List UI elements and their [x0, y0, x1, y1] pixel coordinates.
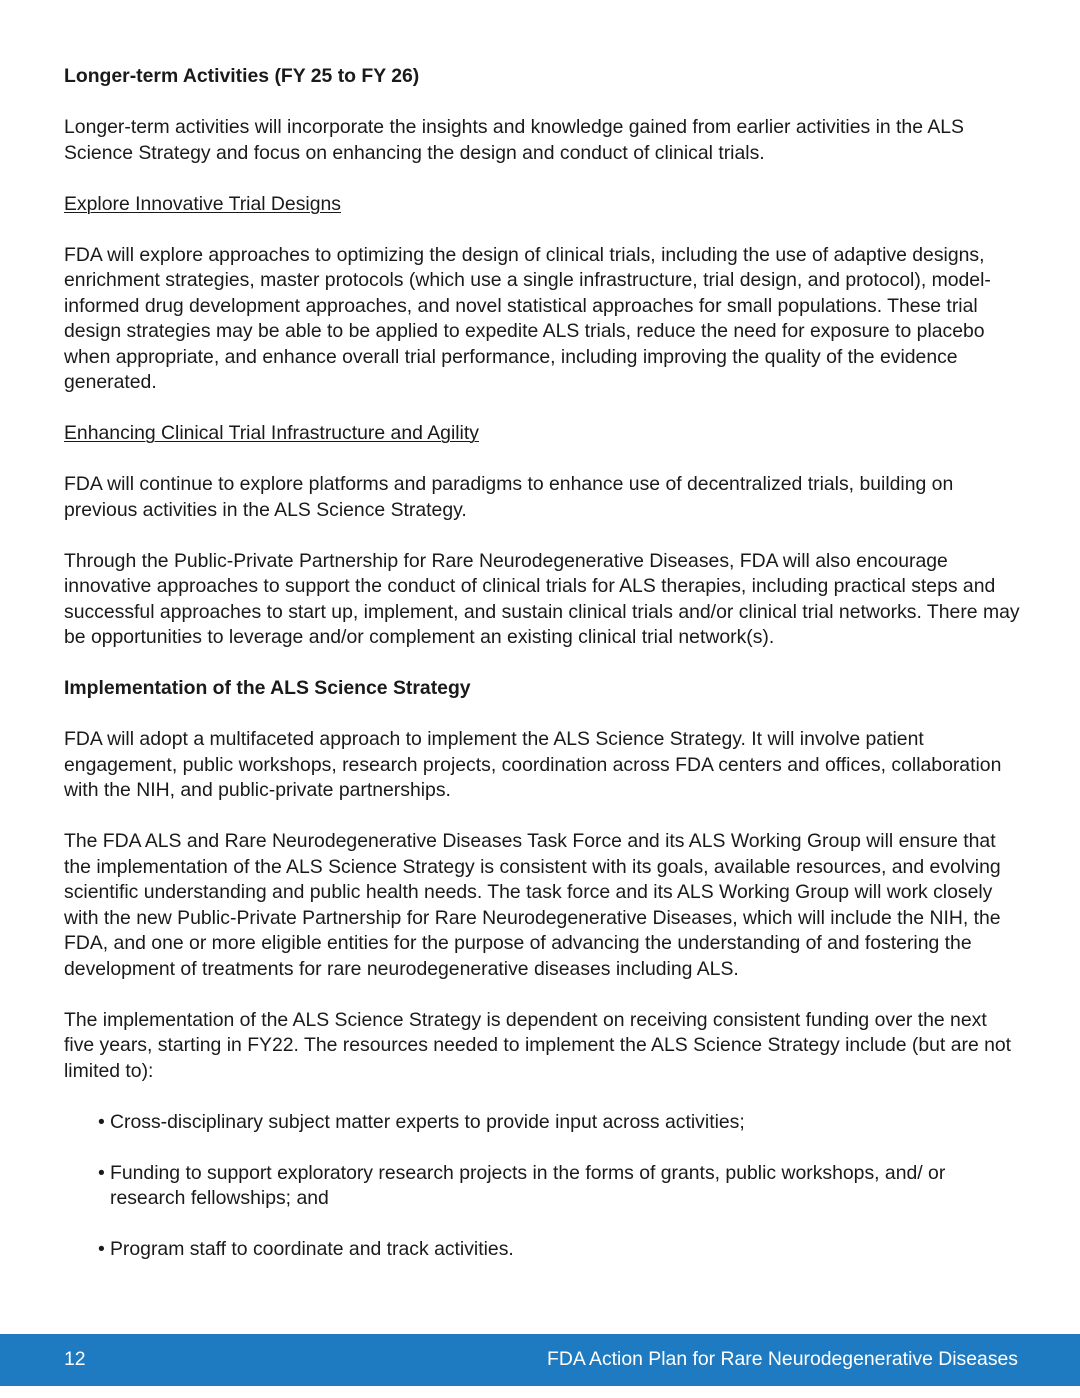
footer-document-title: FDA Action Plan for Rare Neurodegenerative Diseases — [546, 1348, 1018, 1370]
section-heading-implementation: Implementation of the ALS Science Strategy — [64, 677, 471, 699]
implementation-para-1: FDA will adopt a multifaceted approach to implement the ALS Science Strategy. It will involve patient engagement, public workshops, research projects, coordination across FDA centers and offices, collaboration with the NIH, and public-private partnerships. — [64, 728, 1002, 801]
implementation-para-3: The implementation of the ALS Science Strategy is dependent on receiving consistent funding over the next five years, starting in FY22. The resources needed to implement the ALS Science Strategy include (but are not limited to): — [64, 1008, 1012, 1082]
page-number: 12 — [64, 1348, 86, 1370]
bullet-icon: • — [98, 1110, 105, 1133]
partnership-paragraph: Through the Public-Private Partnership for Rare Neurodegenerative Diseases, FDA will also encourage innovative approaches to support the conduct of clinical trials for ALS therapies, including practical steps and successful approaches to start up, implement, and sustain clinical trials and/or clinical trial networks. There may be opportunities to leverage and/or complement an existing clinical trial network(s). — [64, 549, 1020, 648]
enhancing-infrastructure-body: FDA will continue to explore platforms and paradigms to enhance use of decentralized trials, building on previous activities in the ALS Science Strategy. — [64, 473, 954, 521]
bullet-icon: • — [98, 1238, 105, 1260]
bullet-icon: • — [98, 1161, 105, 1184]
list-item — [98, 1237, 1022, 1263]
list-item-text: Cross-disciplinary subject matter experts to provide input across activities; — [110, 1110, 745, 1133]
section-heading-longer-term: Longer-term Activities (FY 25 to FY 26) — [64, 65, 420, 87]
list-item — [98, 1161, 1022, 1212]
longer-term-intro: Longer-term activities will incorporate the insights and knowledge gained from earlier activities in the ALS Science Strategy and focus on enhancing the design and conduct of clinical trials. — [64, 116, 964, 164]
list-item-text: Program staff to coordinate and track activities. — [110, 1238, 514, 1260]
page-footer — [0, 1334, 1080, 1386]
implementation-para-2: The FDA ALS and Rare Neurodegenerative Diseases Task Force and its ALS Working Group will ensure that the implementation of the ALS Science Strategy is consistent with its goals, available resources, and evolving scientific understanding and public health needs. The task force and its ALS Working Group will work closely with the new Public-Private Partnership for Rare Neurodegenerative Diseases, which will include the NIH, the FDA, and one or more eligible entities for the purpose of advancing the understanding of and fostering the development of treatments for rare neurodegenerative diseases including ALS. — [64, 830, 1001, 980]
explore-trial-designs-body: FDA will explore approaches to optimizing the design of clinical trials, including the use of adaptive designs, enrichment strategies, master protocols (which use a single infrastructure, trial design, and protocol), model-informed drug development approaches, and novel statistical approaches for small populations. These trial design strategies may be able to be applied to expedite ALS trials, reduce the need for exposure to placebo when appropriate, and enhance overall trial performance, including improving the quality of the evidence generated. — [64, 243, 991, 393]
list-item — [98, 1110, 1022, 1136]
list-item-text: Funding to support exploratory research projects in the forms of grants, public workshops, and/ or research fellowships; and — [110, 1161, 946, 1209]
resources-list — [64, 1110, 1022, 1263]
subheading-explore-trial-designs: Explore Innovative Trial Designs — [64, 192, 341, 215]
subheading-enhancing-infrastructure: Enhancing Clinical Trial Infrastructure and Agility — [64, 422, 479, 444]
page-content — [64, 64, 1022, 1288]
